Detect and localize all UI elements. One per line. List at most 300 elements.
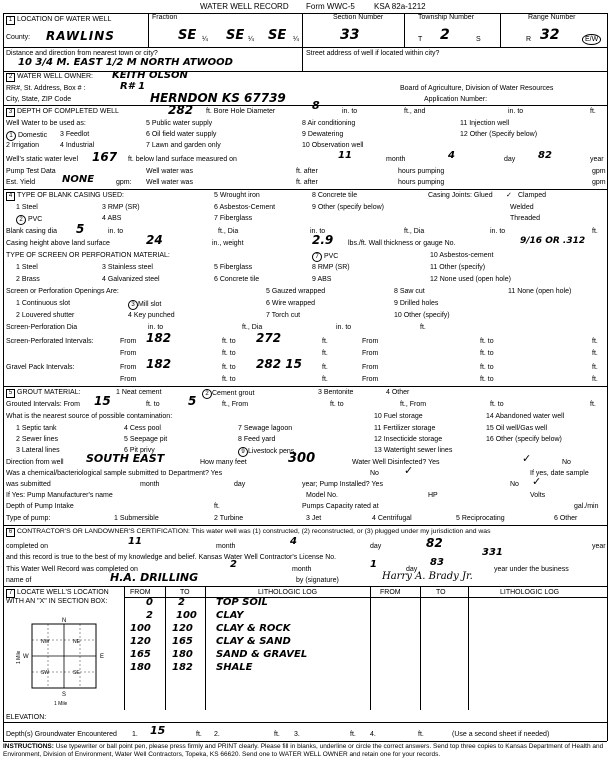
log-to: 120 (172, 623, 193, 634)
gravel-ft-3: ft. (322, 376, 328, 383)
screen-ft-3: ft. (322, 350, 328, 357)
casing-asbestos[interactable]: 6 Asbestos-Cement (214, 204, 276, 211)
gw-1-label: 1. (132, 731, 138, 738)
application-number-label: Application Number: (424, 96, 488, 103)
opening-other[interactable]: 10 Other (specify) (394, 312, 450, 319)
static-year[interactable]: 82 (538, 150, 552, 161)
blank-ft: ft. (592, 228, 598, 235)
business-name[interactable]: H.A. DRILLING (110, 571, 199, 584)
opening-none[interactable]: 11 None (open hole) (508, 288, 572, 295)
township-number-label: Township Number (418, 14, 475, 21)
contam-other[interactable]: 16 Other (specify below) (486, 436, 562, 443)
completed-year-label: year (592, 543, 606, 550)
casing-weight-label: in., weight (212, 240, 244, 247)
record-year[interactable]: 83 (430, 557, 444, 568)
opening-saw-cut[interactable]: 8 Saw cut (394, 288, 425, 295)
log-to: 2 (178, 597, 185, 608)
gw-1-ft: ft. (196, 731, 202, 738)
casing-joints-welded[interactable]: Welded (510, 204, 534, 211)
log-litho-header-2: LITHOLOGIC LOG (500, 589, 560, 596)
gw-3-label: 3. (294, 731, 300, 738)
ksa-reference: KSA 82a-1212 (374, 2, 426, 11)
log-from-header: FROM (130, 589, 151, 596)
bore-ft: ft. (590, 108, 596, 115)
pump-test-label: Pump Test Data (6, 168, 56, 175)
contam-livestock[interactable]: 9 Livestock pens (238, 447, 294, 457)
record-day[interactable]: 1 (370, 559, 377, 570)
contam-fertilizer[interactable]: 11 Fertilizer storage (374, 425, 436, 432)
township-value[interactable]: 2 (440, 27, 450, 43)
pump-volts-label: Volts (530, 492, 546, 499)
contam-cess-pool[interactable]: 4 Cess pool (124, 425, 161, 432)
casing-fiberglass[interactable]: 7 Fiberglass (214, 215, 253, 222)
screen-from-3: From (120, 350, 137, 357)
grout-ft: ft. (590, 401, 596, 408)
log-to: 165 (172, 636, 193, 647)
static-level-value[interactable]: 167 (92, 150, 118, 164)
static-month[interactable]: 11 (338, 150, 352, 161)
screen-to-value[interactable]: 272 (256, 331, 282, 345)
contam-fuel[interactable]: 10 Fuel storage (374, 413, 423, 420)
street-address-label: Street address of well if located within city? (306, 50, 440, 57)
opening-louvered[interactable]: 2 Louvered shutter (16, 312, 75, 319)
blank-ft-dia: ft., Dia (218, 228, 239, 235)
screen-stainless[interactable]: 3 Stainless steel (102, 264, 153, 271)
bore-label: ft. Bore Hole Diameter (206, 108, 276, 115)
contam-seepage[interactable]: 5 Seepage pit (124, 436, 168, 443)
bore-diameter[interactable]: 8 (312, 99, 320, 112)
section-4-label: 4 TYPE OF BLANK CASING USED: (6, 192, 124, 201)
contam-insecticide[interactable]: 12 Insecticide storage (374, 436, 443, 443)
gravel-ft-4: ft. (592, 376, 598, 383)
use-irrigation[interactable]: 2 Irrigation (6, 142, 40, 149)
pump-mfr-label: If Yes: Pump Manufacturer's name (6, 492, 113, 499)
gravel-ft-1: ft. (322, 364, 328, 371)
log-litho-header: LITHOLOGIC LOG (258, 589, 318, 596)
screen-rmp[interactable]: 8 RMP (SR) (312, 264, 350, 271)
pump-intake-ft: ft. (214, 503, 220, 510)
log-desc: CLAY (216, 610, 244, 621)
screen-none[interactable]: 12 None used (open hole) (430, 276, 511, 283)
license-number[interactable]: 331 (482, 547, 503, 558)
record-month-label: month (292, 566, 312, 573)
yield-gpm: gpm: (116, 179, 132, 186)
grout-neat-cement[interactable]: 1 Neat cement (116, 389, 162, 396)
distance-label: Distance and direction from nearest town or city? (6, 50, 158, 57)
opening-continuous[interactable]: 1 Continuous slot (16, 300, 71, 307)
quarter-symbol-3: ¼ (293, 36, 299, 43)
grid-n: N (62, 618, 67, 624)
pump-ww-1: Well water was (146, 168, 193, 175)
signature-label: by (signature) (296, 577, 339, 584)
pump-installed-label: year; Pump Installed? Yes (302, 481, 383, 488)
quarter-2[interactable]: SE (226, 28, 245, 43)
screen-steel[interactable]: 1 Steel (16, 264, 38, 271)
range-value[interactable]: 32 (540, 27, 560, 43)
screen-dia-in-to-2: in. to (336, 324, 352, 331)
screen-from-2: From (362, 338, 379, 345)
pump-hours-1: hours pumping (398, 168, 445, 175)
record-month[interactable]: 2 (230, 559, 237, 570)
casing-abs[interactable]: 4 ABS (102, 215, 122, 222)
use-lawn[interactable]: 7 Lawn and garden only (146, 142, 221, 149)
screen-intervals-label: Screen-Perforated Intervals: (6, 338, 94, 345)
use-other[interactable]: 12 Other (Specify below) (460, 131, 538, 138)
use-feedlot[interactable]: 3 Feedlot (60, 131, 90, 138)
chem-sample-no[interactable]: No (370, 470, 379, 477)
grid-s: S (62, 692, 67, 698)
grout-to-value[interactable]: 5 (188, 394, 197, 408)
groundwater-depth-label: Depth(s) Groundwater Encountered (6, 731, 117, 738)
submitted-label: was submitted (6, 481, 51, 488)
blank-ft-dia-2: ft., Dia (404, 228, 425, 235)
bore-in-to: in. to (342, 108, 358, 115)
water-use-label: Well Water to be used as: (6, 120, 86, 127)
casing-wrought-iron[interactable]: 5 Wrought iron (214, 192, 260, 199)
quarter-3[interactable]: SE (268, 28, 287, 43)
screen-from-4: From (362, 350, 379, 357)
gravel-from-2: From (362, 364, 379, 371)
chem-sample-check: ✓ (404, 465, 414, 477)
screen-ft-to-1: ft. to (222, 338, 236, 345)
completed-year[interactable]: 82 (426, 536, 443, 550)
section-number-label: Section Number (333, 14, 384, 21)
completed-day[interactable]: 4 (290, 536, 297, 547)
screen-pvc[interactable]: 7 PVC (312, 252, 338, 262)
blank-in-to-3: in. to (490, 228, 506, 235)
disinfected-check: ✓ (522, 453, 532, 465)
pump-intake-label: Depth of Pump Intake (6, 503, 74, 510)
contam-sewer[interactable]: 2 Sewer lines (16, 436, 59, 443)
blank-in-to-2: in. to (310, 228, 326, 235)
casing-height-label: Casing height above land surface (6, 240, 110, 247)
grout-ft-to-1: ft. to (146, 401, 160, 408)
gw-2-label: 2. (214, 731, 220, 738)
contam-abandoned[interactable]: 14 Abandoned water well (486, 413, 565, 420)
direction-label: Direction from well (6, 459, 64, 466)
gravel-ft-to-1: ft. to (222, 364, 236, 371)
use-air-conditioning[interactable]: 8 Air conditioning (302, 120, 356, 127)
opening-key-punched[interactable]: 4 Key punched (128, 312, 175, 319)
pump-ft-after-1: ft. after (296, 168, 318, 175)
casing-wall-label: lbs./ft. Wall thickness or gauge No. (348, 240, 456, 247)
log-desc: CLAY & ROCK (216, 623, 291, 634)
use-observation[interactable]: 10 Observation well (302, 142, 364, 149)
static-level-label: Well's static water level (6, 156, 79, 163)
rr-label: RR#, St. Address, Box # : (6, 85, 86, 92)
opening-mill-slot[interactable]: 3 Mill slot (128, 300, 161, 310)
instructions-label: INSTRUCTIONS: (3, 743, 54, 750)
log-desc: TOP SOIL (216, 597, 268, 608)
casing-joints-check: ✓ (506, 192, 512, 199)
grout-cement-grout[interactable]: 2 Cement grout (202, 389, 254, 399)
owner-name[interactable]: KEITH OLSON (112, 70, 188, 81)
range-number-label: Range Number (528, 14, 576, 21)
grout-bentonite[interactable]: 3 Bentonite (318, 389, 354, 396)
pump-model-label: Model No. (306, 492, 338, 499)
gw-4-label: 4. (370, 731, 376, 738)
disinfected-no[interactable]: No (562, 459, 571, 466)
log-desc: SHALE (216, 662, 253, 673)
casing-height-value[interactable]: 24 (146, 233, 163, 247)
screen-ft-2: ft. (592, 338, 598, 345)
pump-reciprocating[interactable]: 5 Reciprocating (456, 515, 505, 522)
gw-2-ft: ft. (274, 731, 280, 738)
pump-hours-2: hours pumping (398, 179, 445, 186)
log-from: 2 (146, 610, 153, 621)
yield-label: Est. Yield (6, 179, 36, 186)
static-year-label: year (590, 156, 604, 163)
screen-other[interactable]: 11 Other (specify) (430, 264, 486, 271)
elevation-label: ELEVATION: (6, 714, 47, 721)
city-label: City, State, ZIP Code (6, 96, 72, 103)
name-of-label: name of (6, 577, 32, 584)
gravel-from-3: From (120, 376, 137, 383)
use-injection[interactable]: 11 Injection well (460, 120, 510, 127)
record-completed-label: This Water Well Record was completed on (6, 566, 138, 573)
section-2-label: 2 WATER WELL OWNER: (6, 73, 93, 82)
submitted-month: month (140, 481, 160, 488)
use-domestic[interactable]: 1 Domestic (6, 131, 47, 141)
yield-value[interactable]: NONE (62, 174, 95, 185)
screen-from-value[interactable]: 182 (146, 331, 172, 345)
gravel-ft-to-4: ft. to (480, 376, 494, 383)
screen-fiberglass[interactable]: 5 Fiberglass (214, 264, 253, 271)
log-from-header-2: FROM (380, 589, 401, 596)
record-day-label: day (406, 566, 418, 573)
contam-feed-yard[interactable]: 8 Feed yard (238, 436, 276, 443)
gravel-ft-to-3: ft. to (222, 376, 236, 383)
grid-nw: NW (41, 639, 50, 645)
screen-dia-label: Screen-Perforation Dia (6, 324, 78, 331)
form-number: Form WWC-5 (306, 2, 355, 11)
grid-w: W (23, 654, 29, 660)
use-industrial[interactable]: 4 Industrial (60, 142, 95, 149)
screen-abs[interactable]: 9 ABS (312, 276, 332, 283)
screen-ft-to-4: ft. to (480, 350, 494, 357)
pump-jet[interactable]: 3 Jet (306, 515, 322, 522)
grout-ft-to-2: ft. to (330, 401, 344, 408)
gravel-from-1: From (120, 364, 137, 371)
log-from: 100 (130, 623, 151, 634)
opening-gauzed[interactable]: 5 Gauzed wrapped (266, 288, 326, 295)
township-s: S (476, 36, 481, 43)
section-7-label: 7 LOCATE WELL'S LOCATION WITH AN "X" IN SECTION BOX: (6, 589, 109, 605)
use-public[interactable]: 5 Public water supply (146, 120, 213, 127)
disinfected-label[interactable]: Water Well Disinfected? Yes (352, 459, 440, 466)
grout-intervals-label: Grouted Intervals: From (6, 401, 80, 408)
feet-label: How many feet (200, 459, 247, 466)
range-r: R (526, 36, 532, 43)
contamination-label: What is the nearest source of possible contamination: (6, 413, 173, 420)
pump-capacity-label: Pumps Capacity rated at (302, 503, 379, 510)
quarter-1[interactable]: SE (178, 28, 197, 43)
rr-value[interactable]: R# 1 (120, 81, 146, 92)
static-month-label: month (386, 156, 406, 163)
casing-concrete-tile[interactable]: 8 Concrete tile (312, 192, 358, 199)
screen-dia-ft-dia: ft., Dia (242, 324, 263, 331)
instructions-text: Use typewriter or ball point pen, please press firmly and PRINT clearly. Please fill in blanks, underline or circle the correct answers. Send top three copies to Kansas Department of Health and Environment, Division of Environment, Water Well Contractors, Topeka, KS 66620. Send one to WATER WELL OWNER and retain one for your records. (3, 743, 604, 758)
distance-value[interactable]: 10 3/4 M. EAST 1/2 M NORTH ATWOOD (18, 57, 233, 68)
direction-value[interactable]: SOUTH EAST (86, 452, 165, 465)
section-location-grid[interactable] (14, 616, 118, 706)
log-from: 120 (130, 636, 151, 647)
grid-e: E (100, 654, 105, 660)
completed-on-label: completed on (6, 543, 49, 550)
completed-day-label: day (370, 543, 382, 550)
contam-lateral[interactable]: 3 Lateral lines (16, 447, 60, 454)
quarter-symbol-2: ¼ (248, 36, 254, 43)
static-measured-label: ft. below land surface measured on (128, 156, 237, 163)
log-to: 182 (172, 662, 193, 673)
opening-torch-cut[interactable]: 7 Torch cut (266, 312, 301, 319)
gravel-from-4: From (362, 376, 379, 383)
casing-joints-clamped[interactable]: Clamped (518, 192, 547, 199)
section-1-label: 1 LOCATION OF WATER WELL (6, 16, 111, 25)
pump-centrifugal[interactable]: 4 Centrifugal (372, 515, 412, 522)
casing-pvc[interactable]: 2 PVC (16, 215, 42, 225)
screen-ft-1: ft. (322, 338, 328, 345)
blank-in-to: in. to (108, 228, 124, 235)
contam-lagoon[interactable]: 7 Sewage lagoon (238, 425, 293, 432)
log-from: 180 (130, 662, 151, 673)
blank-dia-label: Blank casing dia (6, 228, 57, 235)
pump-ft-after-2: ft. after (296, 179, 318, 186)
section-3-label: 3 DEPTH OF COMPLETED WELL (6, 108, 119, 117)
screen-from-1: From (120, 338, 137, 345)
blank-dia-value[interactable]: 5 (76, 222, 85, 236)
screen-concrete-tile[interactable]: 6 Concrete tile (214, 276, 260, 283)
log-desc: CLAY & SAND (216, 636, 291, 647)
log-from: 0 (146, 597, 153, 608)
record-true-label: and this record is true to the best of my knowledge and belief. Kansas Water Well Contractor's License No. (6, 554, 337, 561)
bore-in-to-2: in. to (508, 108, 524, 115)
submitted-day: day (234, 481, 246, 488)
use-oilfield[interactable]: 6 Oil field water supply (146, 131, 217, 138)
gw-4-ft: ft. (418, 731, 424, 738)
grid-mile-bottom: 1 Mile (54, 701, 68, 706)
city-value[interactable]: HERNDON KS 67739 (150, 91, 286, 105)
pump-installed-no[interactable]: No (510, 481, 519, 488)
screen-dia-ft: ft. (420, 324, 426, 331)
opening-drilled[interactable]: 9 Drilled holes (394, 300, 439, 307)
screen-dia-in-to: in. to (148, 324, 164, 331)
static-day-label: day (504, 156, 516, 163)
instructions (3, 743, 607, 759)
casing-weight-value[interactable]: 2.9 (312, 233, 334, 247)
bore-ft-and: ft., and (404, 108, 426, 115)
quarter-symbol-1: ¼ (202, 36, 208, 43)
grid-ne: NE (73, 639, 80, 645)
section-5-label: 5 GROUT MATERIAL: (6, 389, 81, 398)
grout-ft-from-2: ft., From (400, 401, 427, 408)
gravel-intervals-label: Gravel Pack Intervals: (6, 364, 75, 371)
gravel-ft-2: ft. (592, 364, 598, 371)
pump-ww-2: Well water was (146, 179, 193, 186)
pump-turbine[interactable]: 2 Turbine (214, 515, 244, 522)
casing-joints-glued[interactable]: Casing Joints: Glued (428, 192, 493, 199)
if-yes-date-label: If yes, date sample (530, 470, 589, 477)
gravel-ft-to-2: ft. to (480, 364, 494, 371)
log-to-header: TO (180, 589, 190, 596)
screen-asbestos[interactable]: 10 Asbestos-cement (430, 252, 494, 259)
second-sheet-note: (Use a second sheet if needed) (452, 731, 550, 738)
pump-type-label: Type of pump: (6, 515, 51, 522)
log-to: 180 (172, 649, 193, 660)
grout-ft-to-3: ft. to (490, 401, 504, 408)
gravel-from-value[interactable]: 182 (146, 357, 172, 371)
board-label: Board of Agriculture, Division of Water Resources (400, 85, 554, 92)
casing-joints-threaded[interactable]: Threaded (510, 215, 540, 222)
grout-ft-from-1: ft., From (222, 401, 249, 408)
fraction-label: Fraction (152, 14, 178, 21)
gravel-to-value[interactable]: 282 15 (256, 357, 302, 371)
pump-gpm-1: gpm (592, 168, 606, 175)
casing-rmp[interactable]: 3 RMP (SR) (102, 204, 140, 211)
township-t: T (418, 36, 423, 43)
signature: Harry A. Brady Jr. (382, 571, 473, 582)
grout-from-value[interactable]: 15 (94, 394, 111, 408)
grid-sw: SW (41, 670, 50, 676)
year-under-business: year under the business (494, 566, 569, 573)
pump-gpm-2: gpm (592, 179, 606, 186)
opening-wire-wrapped[interactable]: 6 Wire wrapped (266, 300, 316, 307)
section-number-value[interactable]: 33 (340, 27, 360, 43)
pump-other[interactable]: 6 Other (554, 515, 578, 522)
pump-galmin: gal./min (574, 503, 599, 510)
pump-installed-check: ✓ (532, 476, 542, 488)
grid-mile-side: 1 Mile (16, 650, 22, 664)
log-to-header-2: TO (436, 589, 446, 596)
gw-1-value[interactable]: 15 (150, 724, 166, 737)
screen-ft-to-3: ft. to (222, 350, 236, 357)
county-value[interactable]: RAWLINS (46, 29, 115, 43)
openings-label: Screen or Perforation Openings Are: (6, 288, 119, 295)
form-title: WATER WELL RECORD (200, 2, 289, 11)
grid-se: SE (73, 670, 80, 676)
contam-oil-gas[interactable]: 15 Oil well/Gas well (486, 425, 548, 432)
county-label: County: (6, 34, 31, 41)
casing-wall-value[interactable]: 9/16 OR .312 (520, 236, 586, 246)
feet-value[interactable]: 300 (288, 451, 316, 466)
log-from: 165 (130, 649, 151, 660)
casing-steel[interactable]: 1 Steel (16, 204, 38, 211)
screen-brass[interactable]: 2 Brass (16, 276, 40, 283)
completed-month[interactable]: 11 (128, 536, 142, 547)
log-to: 100 (176, 610, 197, 621)
static-day[interactable]: 4 (448, 150, 455, 161)
log-desc: SAND & GRAVEL (216, 649, 308, 660)
contam-pit-privy[interactable]: 6 Pit privy (124, 447, 155, 454)
pump-hp-label: HP (428, 492, 438, 499)
use-dewatering[interactable]: 9 Dewatering (302, 131, 344, 138)
range-ew[interactable]: E/W (582, 34, 601, 45)
gw-3-ft: ft. (350, 731, 356, 738)
casing-other[interactable]: 9 Other (specify below) (312, 204, 384, 211)
contam-septic[interactable]: 1 Septic tank (16, 425, 57, 432)
pump-submersible[interactable]: 1 Submersible (114, 515, 159, 522)
screen-galvanized[interactable]: 4 Galvanized steel (102, 276, 160, 283)
screen-ft-to-2: ft. to (480, 338, 494, 345)
screen-ft-4: ft. (592, 350, 598, 357)
depth-value[interactable]: 282 (168, 103, 194, 117)
completed-month-label: month (216, 543, 236, 550)
screen-material-label: TYPE OF SCREEN OR PERFORATION MATERIAL: (6, 252, 170, 259)
section-6-label: 6 CONTRACTOR'S OR LANDOWNER'S CERTIFICATION: This water well was (1) constructed, (2) reconstructed, or (3) plugged under my jurisdiction and was (6, 528, 490, 537)
grout-other[interactable]: 4 Other (386, 389, 410, 396)
contam-watertight[interactable]: 13 Watertight sewer lines (374, 447, 453, 454)
chem-sample-label: Was a chemical/bacteriological sample submitted to Department? Yes (6, 470, 223, 477)
